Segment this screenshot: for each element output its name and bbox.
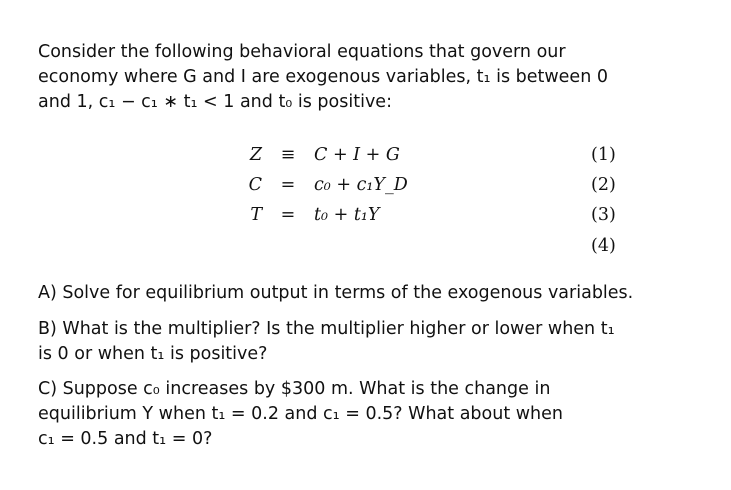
equation-rhs: C + I + G — [314, 145, 400, 165]
equation-row-1 — [0, 142, 731, 168]
intro-paragraph — [38, 40, 608, 115]
intro-line-1: Consider the following behavioral equations that govern our — [38, 42, 566, 62]
question-a — [38, 281, 633, 306]
equation-lhs: T — [250, 205, 262, 225]
intro-line-3: and 1, c₁ − c₁ ∗ t₁ < 1 and t₀ is positive: — [38, 92, 392, 112]
question-c-line-1: C) Suppose c₀ increases by $300 m. What is the change in — [38, 379, 551, 399]
equation-operator: = — [280, 175, 296, 195]
intro-line-2: economy where G and I are exogenous variables, t₁ is between 0 — [38, 67, 608, 87]
question-c-line-2: equilibrium Y when t₁ = 0.2 and c₁ = 0.5? What about when — [38, 404, 564, 424]
question-b — [38, 317, 615, 367]
equation-rhs: t₀ + t₁Y — [314, 205, 380, 225]
equation-number: (1) — [591, 145, 616, 165]
equation-row-3 — [0, 202, 731, 228]
equation-number: (3) — [591, 205, 616, 225]
equation-operator: ≡ — [280, 145, 296, 165]
question-b-line-1: B) What is the multiplier? Is the multiplier higher or lower when t₁ — [38, 319, 615, 339]
equation-lhs: Z — [249, 145, 262, 165]
equation-row-4 — [0, 233, 731, 259]
equation-rhs: c₀ + c₁Y_D — [314, 175, 408, 195]
equation-number: (2) — [591, 175, 616, 195]
question-c — [38, 377, 563, 452]
equation-operator: = — [280, 205, 296, 225]
equation-lhs: C — [248, 175, 262, 195]
question-b-line-2: is 0 or when t₁ is positive? — [38, 344, 268, 364]
equation-row-2 — [0, 172, 731, 198]
question-a-line-1: A) Solve for equilibrium output in terms of the exogenous variables. — [38, 283, 634, 303]
question-c-line-3: c₁ = 0.5 and t₁ = 0? — [38, 429, 213, 449]
equation-number: (4) — [591, 236, 616, 256]
